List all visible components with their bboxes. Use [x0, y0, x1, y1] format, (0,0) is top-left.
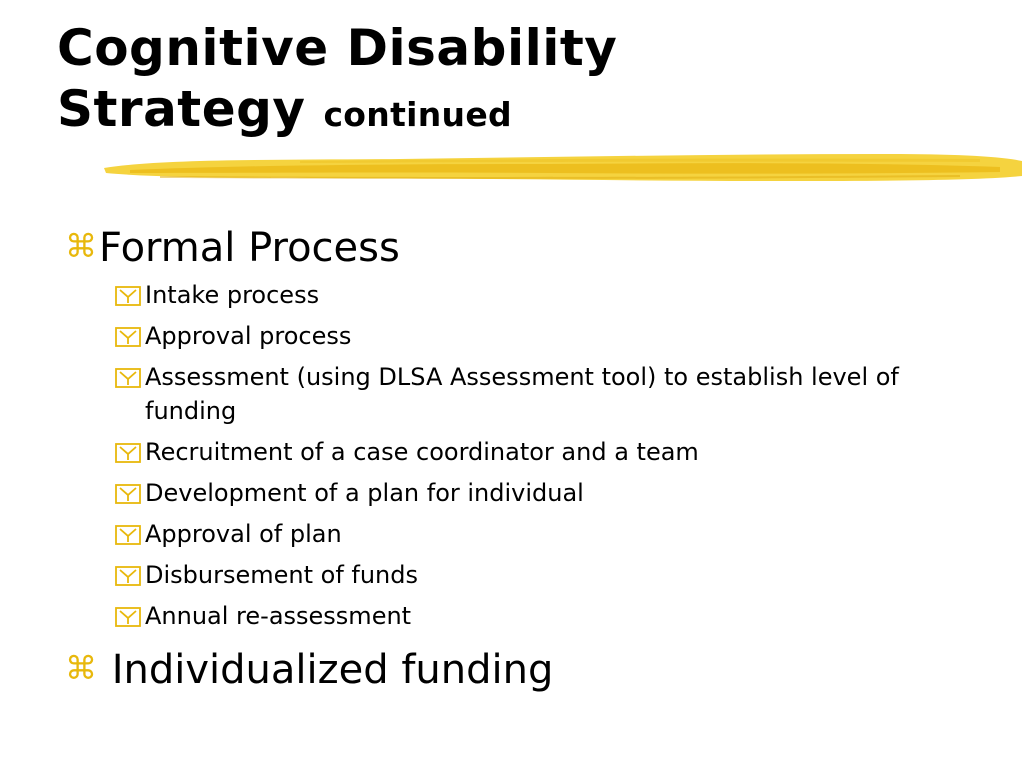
title-suffix: continued — [323, 95, 512, 134]
bullet-level2-text: Approval of plan — [145, 520, 342, 548]
title-line-1: Cognitive Disability — [57, 19, 618, 77]
bullet-level1 — [65, 644, 553, 694]
command-key-icon: ⌘ — [65, 649, 97, 687]
bullet-level2-text: Annual re-assessment — [145, 602, 412, 630]
checkbox-y-icon — [115, 368, 141, 388]
bullet-level2-text: Development of a plan for individual — [145, 479, 584, 507]
checkbox-y-icon — [115, 286, 141, 306]
bullet-level2-text: Approval process — [145, 322, 352, 350]
checkbox-y-icon — [115, 443, 141, 463]
title-line-2 — [57, 79, 617, 145]
command-key-icon: ⌘ — [65, 227, 97, 265]
bullet-level2 — [115, 517, 945, 551]
bullet-level2 — [115, 599, 945, 633]
bullet-level1 — [65, 222, 400, 272]
checkbox-y-icon — [115, 327, 141, 347]
bullet-level2 — [115, 558, 945, 592]
bullet-level2 — [115, 319, 945, 353]
checkbox-y-icon — [115, 566, 141, 586]
bullet-level2 — [115, 278, 945, 312]
bullet-level1-text: Individualized funding — [99, 647, 554, 693]
title-line-2-text: Strategy — [57, 80, 306, 138]
bullet-level2-text: Intake process — [145, 281, 320, 309]
checkbox-y-icon — [115, 607, 141, 627]
bullet-level2 — [115, 435, 945, 469]
checkbox-y-icon — [115, 525, 141, 545]
bullet-level2-text: Recruitment of a case coordinator and a team — [145, 438, 699, 466]
bullet-level2-text: Disbursement of funds — [145, 561, 418, 589]
bullet-level1-text: Formal Process — [99, 225, 400, 271]
title-underline-brush-stroke — [100, 150, 1024, 186]
bullet-level2-text: Assessment (using DLSA Assessment tool) to establish level of funding — [145, 363, 899, 425]
slide-title — [57, 18, 617, 145]
checkbox-y-icon — [115, 484, 141, 504]
bullet-level2 — [115, 476, 945, 510]
bullet-level2 — [115, 360, 945, 428]
